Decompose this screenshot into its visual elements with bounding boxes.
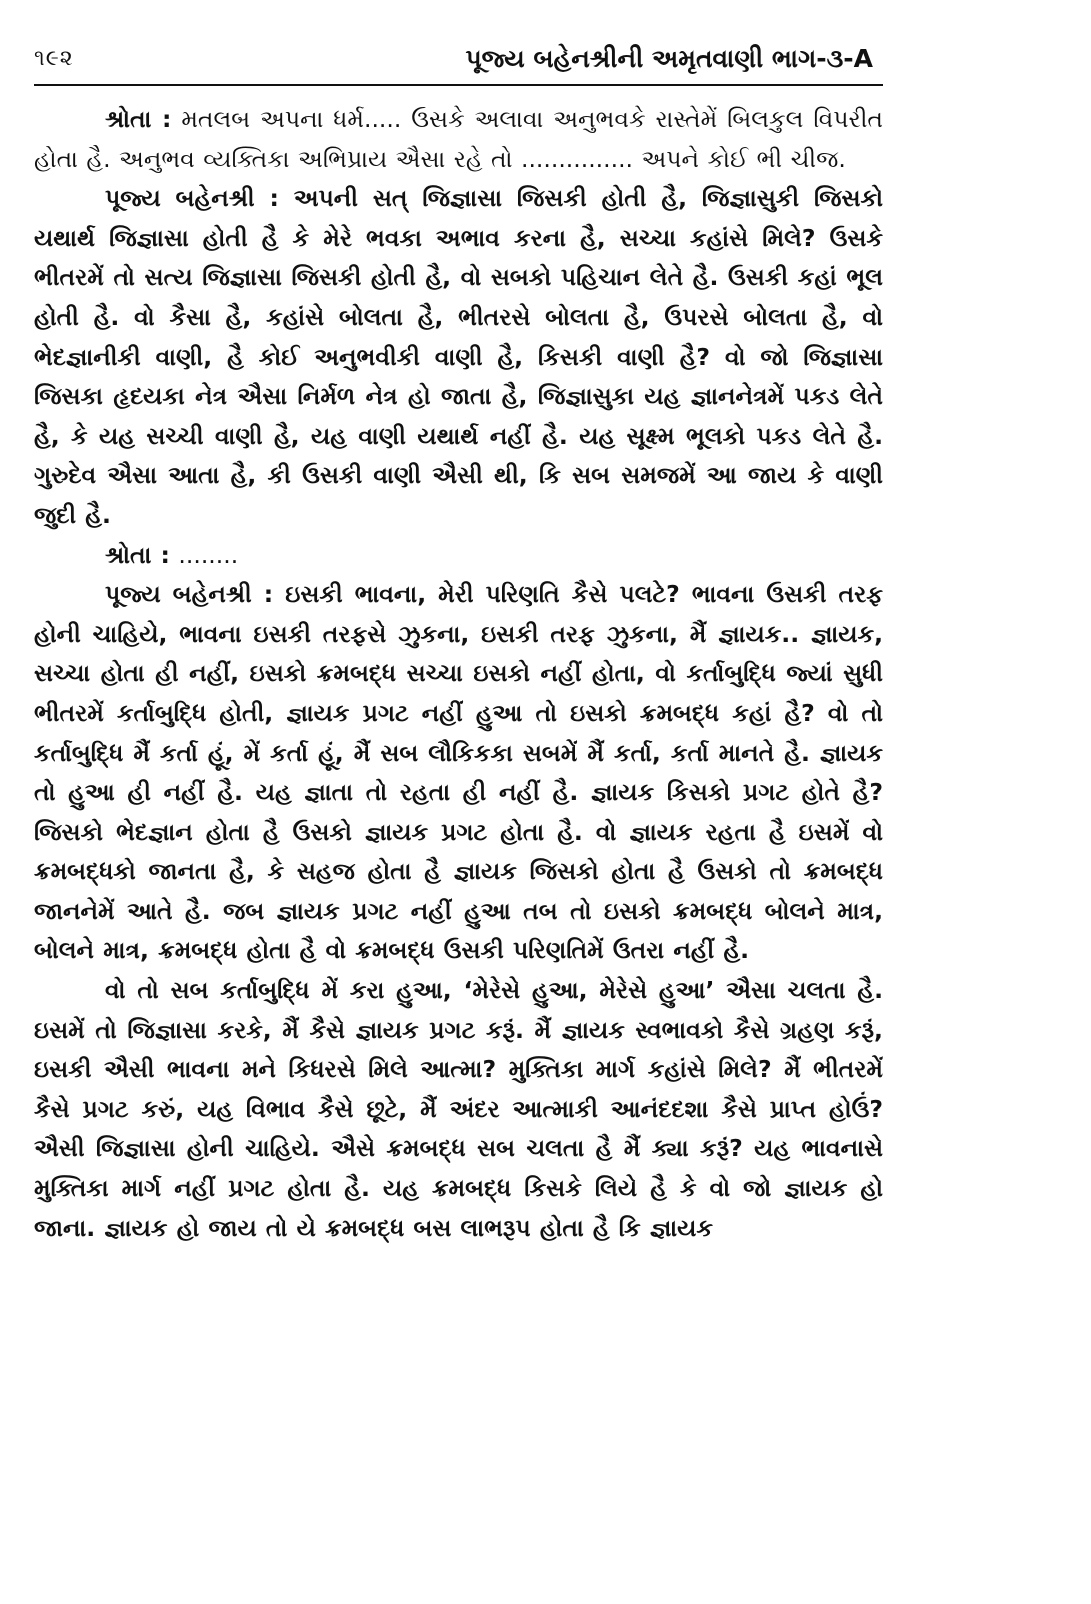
speaker-label: પૂજ્ય બહેનશ્રી : — [105, 580, 274, 609]
paragraph-listener-2 — [34, 536, 883, 576]
paragraph-text: ........ — [169, 540, 239, 569]
paragraph-text: ઇસકી ભાવના, મેરી પરિણતિ કૈસે પલટે? ભાવના ઉસકી તરફ હોની ચાહિયે, ભાવના ઇસકી તરફસે ઝુકના, ઇસકી તરફ ઝુકના, મૈં જ્ઞાયક.. જ્ઞાયક, સચ્ચા હોતા હી નહીં, ઇસકો ક્રમબદ્ધ સચ્ચા ઇસકો નહીં હોતા, વો કર્તાબુદ્ધિ જ્યાં સુધી ભીતરમેં કર્તાબુદ્ધિ હોતી, જ્ઞાયક પ્રગટ નહીં હુઆ તો ઇસકો ક્રમબદ્ધ કહાં હૈ? વો તો કર્તાબુદ્ધિ મૈં કર્તા હૂં, મેં કર્તા હૂં, મૈં સબ લૌકિકકા સબમેં મૈં કર્તા, કર્તા માનતે હૈ. જ્ઞાયક તો હુઆ હી નહીં હૈ. યહ જ્ઞાતા તો રહતા હી નહીં હૈ. જ્ઞાયક કિસકો પ્રગટ હોતે હૈ? જિસકો ભેદજ્ઞાન હોતા હૈ ઉસકો જ્ઞાયક પ્રગટ હોતા હૈ. વો જ્ઞાયક રહતા હૈ ઇસમેં વો ક્રમબદ્ધકો જાનતા હૈ, કે સહજ હોતા હૈ જ્ઞાયક જિસકો હોતા હૈ ઉસકો તો ક્રમબદ્ધ જાનનેમેં આતે હૈ. જબ જ્ઞાયક પ્રગટ નહીં હુઆ તબ તો ઇસકો ક્રમબદ્ધ બોલને માત્ર, બોલને માત્ર, ક્રમબદ્ધ હોતા હૈ વો ક્રમબદ્ધ ઉસકી પરિણતિમેં ઉતરા નહીં હૈ. — [34, 580, 883, 965]
speaker-label: શ્રોતા : — [105, 105, 172, 133]
page-header — [34, 44, 883, 84]
speaker-label: પૂજ્ય બહેનશ્રી : — [105, 184, 279, 213]
header-rule — [34, 84, 883, 86]
paragraph-text: મતલબ અપના ધર્મ..... ઉસકે અલાવા અનુભવકે રાસ્તેમેં બિલકુલ વિપરીત હોતા હૈ. અનુભવ વ્યક્તિકા અભિપ્રાય ઐસા રહે તો ............... અપને કોઈ ભી ચીજ. — [34, 105, 883, 173]
speaker-label: શ્રોતા : — [105, 540, 170, 569]
running-title: પૂજ્ય બહેનશ્રીની અમૃતવાણી ભાગ-૩-A — [465, 44, 873, 73]
paragraph-continuation — [34, 971, 883, 1248]
paragraph-listener-1 — [34, 100, 883, 179]
paragraph-bahenshri-2 — [34, 575, 883, 971]
paragraph-text: અપની સત્ જિજ્ઞાસા જિસકી હોતી હૈ, જિજ્ઞાસુકી જિસકો યથાર્થ જિજ્ઞાસા હોતી હૈ કે મેરે ભવકા અભાવ કરના હૈ, સચ્ચા કહાંસે મિલે? ઉસકે ભીતરમેં તો સત્ય જિજ્ઞાસા જિસકી હોતી હૈ, વો સબકો પહિચાન લેતે હૈ. ઉસકી કહાં ભૂલ હોતી હૈ. વો કૈસા હૈ, કહાંસે બોલતા હૈ, ભીતરસે બોલતા હૈ, ઉપરસે બોલતા હૈ, વો ભેદજ્ઞાનીકી વાણી, હૈ કોઈ અનુભવીકી વાણી હૈ, કિસકી વાણી હૈ? વો જો જિજ્ઞાસા જિસકા હૃદયકા નેત્ર ઐસા નિર્મળ નેત્ર હો જાતા હૈ, જિજ્ઞાસુકા યહ જ્ઞાનનેત્રમેં પકડ લેતે હૈ, કે યહ સચ્ચી વાણી હૈ, યહ વાણી યથાર્થ નહીં હૈ. યહ સૂક્ષ્મ ભૂલકો પકડ લેતે હૈ. ગુરુદેવ ઐસા આતા હૈ, કી ઉસકી વાણી ઐસી થી, કિ સબ સમજમેં આ જાય કે વાણી જુદી હૈ. — [34, 184, 883, 529]
paragraph-text: વો તો સબ કર્તાબુદ્ધિ મેં કરા હુઆ, ‘મેરેસે હુઆ, મેરેસે હુઆ’ ઐસા ચલતા હૈ. ઇસમેં તો જિજ્ઞાસા કરકે, મૈં કૈસે જ્ઞાયક પ્રગટ કરૂં. મૈં જ્ઞાયક સ્વભાવકો કૈસે ગ્રહણ કરૂં, ઇસકી ઐસી ભાવના મને કિધરસે મિલે આત્મા? મુક્તિકા માર્ગ કહાંસે મિલે? મૈં ભીતરમેં કૈસે પ્રગટ કરું, યહ વિભાવ કૈસે છૂટે, મૈં અંદર આત્માકી આનંદદશા કૈસે પ્રાપ્ત હોઉં? ઐસી જિજ્ઞાસા હોની ચાહિયે. ઐસે ક્રમબદ્ધ સબ ચલતા હૈ મૈં ક્યા કરૂં? યહ ભાવનાસે મુક્તિકા માર્ગ નહીં પ્રગટ હોતા હૈ. યહ ક્રમબદ્ધ કિસકે લિયે હૈ કે વો જો જ્ઞાયક હો જાના. જ્ઞાયક હો જાય તો યે ક્રમબદ્ધ બસ લાભરૂપ હોતા હૈ કિ જ્ઞાયક — [34, 976, 883, 1242]
page-number: ૧૯૨ — [34, 46, 74, 71]
paragraph-bahenshri-1 — [34, 179, 883, 535]
page-body — [34, 100, 883, 1248]
